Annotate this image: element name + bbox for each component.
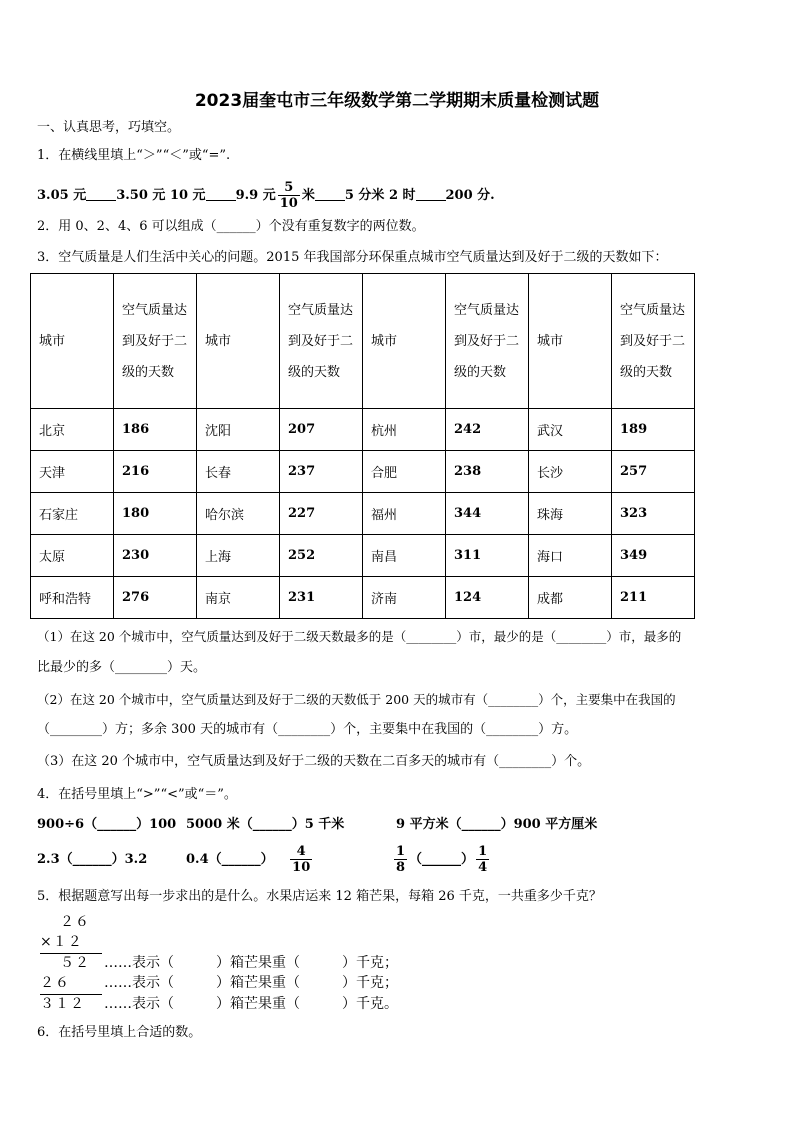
q5-explain-2: ……表示（ ）箱芒果重（ ）千克； (104, 975, 398, 991)
q5-explain-1: ……表示（ ）箱芒果重（ ）千克； (104, 955, 398, 971)
city-cell: 合肥 (363, 451, 446, 493)
city-cell: 福州 (363, 493, 446, 535)
days-cell: 211 (612, 577, 695, 619)
days-cell: 189 (612, 409, 695, 451)
mult-multiplicand: ２６ (60, 914, 90, 930)
answer-blank[interactable] (315, 186, 345, 201)
city-cell: 哈尔滨 (197, 493, 280, 535)
fraction: $\frac{1}{8}$ (396, 844, 406, 875)
header-city: 城市 (31, 274, 114, 409)
days-cell: 349 (612, 535, 695, 577)
header-days: 空气质量达到及好于二级的天数 (446, 274, 529, 409)
days-cell: 323 (612, 493, 695, 535)
days-cell: 216 (114, 451, 197, 493)
days-cell: 257 (612, 451, 695, 493)
days-cell: 180 (114, 493, 197, 535)
days-cell: 230 (114, 535, 197, 577)
days-cell: 207 (280, 409, 363, 451)
city-cell: 天津 (31, 451, 114, 493)
q4-item: 900÷6（______）100 (37, 817, 177, 832)
mult-partial-2: ２６ (40, 975, 70, 991)
city-cell: 南京 (197, 577, 280, 619)
table-row (31, 451, 695, 493)
q3-sub1-line2: 比最少的多（________）天。 (37, 660, 207, 675)
q1-row: 3.05 元 3.50 元 10 元 9.9 元 $\frac{5}{10}$ 米 5 分米 2 时 200 分. (37, 180, 495, 211)
days-cell: 231 (280, 577, 363, 619)
q3-sub3: （3）在这 20 个城市中，空气质量达到及好于二级的天数在二百多天的城市有（________）个。 (37, 754, 591, 769)
q3-stem: 3．空气质量是人们生活中关心的问题。2015 年我国部分环保重点城市空气质量达到及好于二级的天数如下： (37, 250, 668, 265)
days-cell: 227 (280, 493, 363, 535)
q3-sub2-line2: （________）方；多余 300 天的城市有（________）个，主要集中在我国的（________）方。 (37, 722, 578, 737)
days-cell: 311 (446, 535, 529, 577)
q4-item: 0.4（______） $\frac{4}{10}$ (186, 844, 311, 875)
air-quality-table (30, 273, 695, 619)
header-city: 城市 (529, 274, 612, 409)
q4-item: 5000 米（______）5 千米 (186, 817, 345, 832)
header-days: 空气质量达到及好于二级的天数 (114, 274, 197, 409)
table-row (31, 409, 695, 451)
q3-sub1-line1: （1）在这 20 个城市中，空气质量达到及好于二级天数最多的是（________）市，最少的是（________）市，最多的 (37, 629, 682, 644)
city-cell: 珠海 (529, 493, 612, 535)
city-cell: 南昌 (363, 535, 446, 577)
city-cell: 太原 (31, 535, 114, 577)
days-cell: 276 (114, 577, 197, 619)
q4-item: 9 平方米（______）900 平方厘米 (396, 817, 598, 832)
page-title: 2023届奎屯市三年级数学第二学期期末质量检测试题 (194, 91, 600, 111)
q2-text: 2．用 0、2、4、6 可以组成（______）个没有重复数字的两位数。 (37, 219, 425, 234)
q6-text: 6．在括号里填上合适的数。 (37, 1025, 202, 1040)
city-cell: 成都 (529, 577, 612, 619)
answer-blank[interactable] (206, 186, 236, 201)
city-cell: 沈阳 (197, 409, 280, 451)
city-cell: 上海 (197, 535, 280, 577)
header-days: 空气质量达到及好于二级的天数 (280, 274, 363, 409)
city-cell: 长沙 (529, 451, 612, 493)
answer-blank[interactable] (86, 186, 116, 201)
header-city: 城市 (197, 274, 280, 409)
days-cell: 238 (446, 451, 529, 493)
q4-item: $\frac{1}{8}$ （______） $\frac{1}{4}$ (396, 844, 488, 875)
fraction: $\frac{5}{10}$ (279, 180, 298, 211)
mult-product: ３１２ (40, 996, 85, 1012)
city-cell: 长春 (197, 451, 280, 493)
mult-multiplier: ×１２ (40, 934, 83, 950)
table-row (31, 577, 695, 619)
q1-stem: 1．在横线里填上“＞”“＜”或“=”. (37, 148, 231, 163)
city-cell: 呼和浩特 (31, 577, 114, 619)
table-row (31, 535, 695, 577)
city-cell: 杭州 (363, 409, 446, 451)
days-cell: 252 (280, 535, 363, 577)
days-cell: 186 (114, 409, 197, 451)
city-cell: 石家庄 (31, 493, 114, 535)
city-cell: 海口 (529, 535, 612, 577)
city-cell: 武汉 (529, 409, 612, 451)
section-heading: 一、认真思考，巧填空。 (37, 120, 181, 135)
q4-item: 2.3（______）3.2 (37, 852, 148, 867)
q5-stem: 5．根据题意写出每一步求出的是什么。水果店运来 12 箱芒果，每箱 26 千克，一共重多少千克？ (37, 889, 602, 904)
days-cell: 124 (446, 577, 529, 619)
header-city: 城市 (363, 274, 446, 409)
fraction: $\frac{4}{10}$ (292, 844, 311, 875)
fraction: $\frac{1}{4}$ (478, 844, 488, 875)
days-cell: 237 (280, 451, 363, 493)
mult-partial-1: ５２ (60, 955, 90, 971)
answer-blank[interactable] (416, 186, 446, 201)
city-cell: 济南 (363, 577, 446, 619)
q3-sub2-line1: （2）在这 20 个城市中，空气质量达到及好于二级的天数低于 200 天的城市有（________）个，主要集中在我国的 (37, 692, 676, 707)
city-cell: 北京 (31, 409, 114, 451)
days-cell: 242 (446, 409, 529, 451)
q4-stem: 4．在括号里填上“>”“<”或“＝”。 (37, 787, 237, 802)
table-header-row (31, 274, 695, 409)
days-cell: 344 (446, 493, 529, 535)
table-row (31, 493, 695, 535)
q5-explain-3: ……表示（ ）箱芒果重（ ）千克。 (104, 996, 398, 1012)
header-days: 空气质量达到及好于二级的天数 (612, 274, 695, 409)
